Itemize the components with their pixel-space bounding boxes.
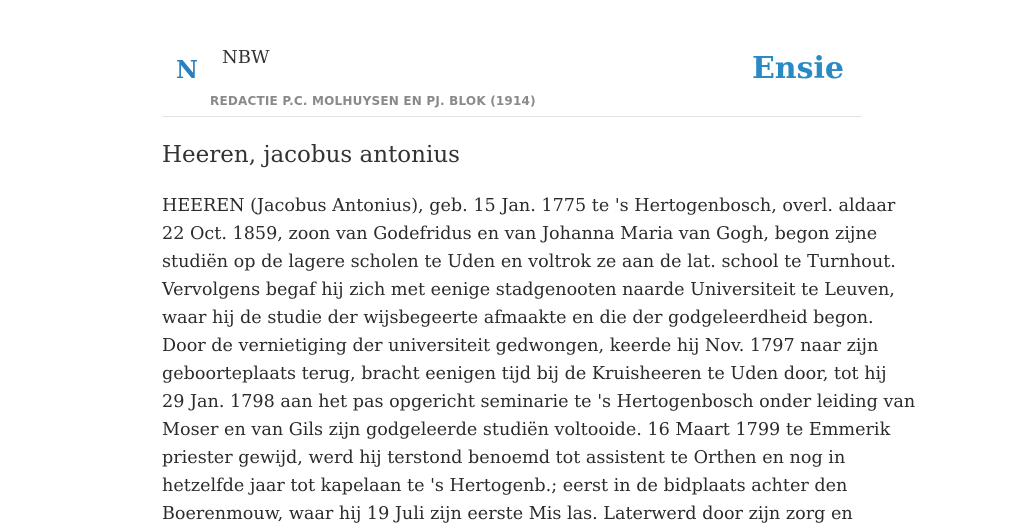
article-title: Heeren, jacobus antonius — [162, 142, 460, 168]
article-line: Door de vernietiging der universiteit gedwongen, keerde hij Nov. 1797 naar zijn — [162, 336, 879, 356]
article-line: waar hij de studie der wijsbegeerte afmaakte en die der godgeleerdheid begon. — [162, 308, 874, 328]
article-line: 22 Oct. 1859, zoon van Godefridus en van Johanna Maria van Gogh, begon zijne — [162, 224, 878, 244]
article-line: studiën op de lagere scholen te Uden en voltrok ze aan de lat. school te Turnhout. — [162, 252, 896, 272]
article-line: hetzelfde jaar tot kapelaan te 's Hertogenb.; eerst in de bidplaats achter den — [162, 476, 848, 496]
article-line: Moser en van Gils zijn godgeleerde studiën voltooide. 16 Maart 1799 te Emmerik — [162, 420, 891, 440]
article-page — [162, 0, 916, 524]
article-body — [162, 192, 916, 528]
article-line: 29 Jan. 1798 aan het pas opgericht seminarie te 's Hertogenbosch onder leiding van — [162, 392, 916, 412]
brand-logo[interactable]: Ensie — [751, 51, 844, 86]
article-line: Vervolgens begaf hij zich met eenige stadgenooten naarde Universiteit te Leuven, — [162, 280, 895, 300]
source-subtitle: REDACTIE P.C. MOLHUYSEN EN PJ. BLOK (1914) — [210, 94, 536, 108]
article-line: Boerenmouw, waar hij 19 Juli zijn eerste Mis las. Laterwerd door zijn zorg en — [162, 504, 853, 524]
article-line: geboorteplaats terug, bracht eenigen tijd bij de Kruisheeren te Uden door, tot hij — [162, 364, 887, 384]
source-logo-icon[interactable]: N — [176, 55, 198, 84]
source-name[interactable]: NBW — [222, 47, 270, 68]
site-header — [162, 0, 862, 117]
article-line: priester gewijd, werd hij terstond benoemd tot assistent te Orthen en nog in — [162, 448, 846, 468]
article-line: HEEREN (Jacobus Antonius), geb. 15 Jan. 1775 te 's Hertogenbosch, overl. aldaar — [162, 196, 896, 216]
